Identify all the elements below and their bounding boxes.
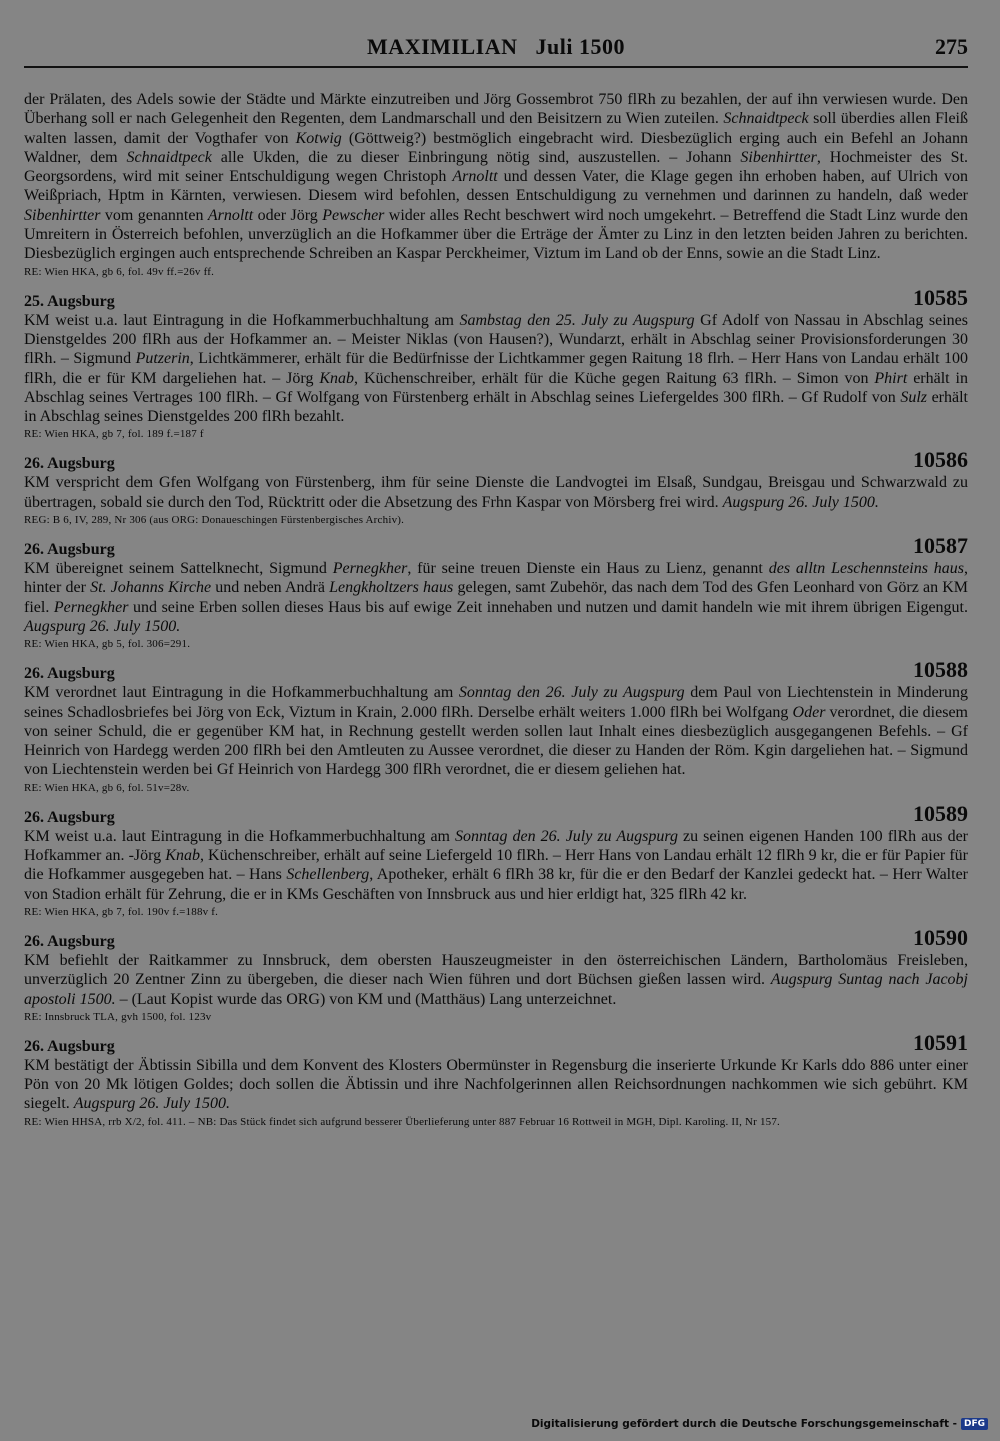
italic-segment: Schellenberg <box>286 866 370 884</box>
entry-text: KM verordnet laut Eintragung in die Hofkammerbuchhaltung am Sonntag den 26. July zu Augspurg dem Paul von Liechtenstein in Minderung seines Schadlosbriefes bei Jörg von Eck, Viztum in Krain, 2.000 flRh. Derselbe erhält weiters 1.000 flRh bei Wolfgang Oder verordnet, die diesem von seiner Schuld, die er gegenüber KM hat, in Rechnung gestellt werden sollen laut Inhalt eines diesbezüglich ausgegangenen Befehls. – Gf Heinrich von Hardegg werden 200 flRh bei den Amtleuten zu Aussee verordnet, die dieser zu Handen der Röm. Kgin dargeliehen hat. – Sigmund von Liechtenstein werden bei Gf Heinrich von Hardegg 300 flRh verordnet, die er diesem geliehen hat. <box>24 684 969 779</box>
italic-segment: Sulz <box>900 388 928 406</box>
italic-segment: Schnaidtpeck <box>126 148 212 166</box>
italic-segment: Kotwig <box>295 129 342 147</box>
entry-reference: RE: Wien HKA, gb 7, fol. 189 f.=187 f <box>24 428 204 441</box>
entry-number: 10588 <box>913 657 968 683</box>
italic-segment: Phirt <box>874 369 908 387</box>
running-header <box>24 30 968 68</box>
regest-entry <box>24 924 969 1024</box>
italic-segment: Pernegkher <box>332 560 408 578</box>
italic-segment: Putzerin <box>135 350 190 368</box>
regest-entry <box>24 800 968 919</box>
header-rule <box>24 66 968 68</box>
italic-segment: Augspurg Suntag nach Jacobj apostoli 1500. <box>24 971 969 1008</box>
entry-reference: RE: Wien HKA, gb 7, fol. 190v f.=188v f. <box>24 905 219 918</box>
entry-reference: RE: Wien HKA, gb 6, fol. 51v=28v. <box>24 781 190 794</box>
regest-entry <box>24 1029 968 1129</box>
entry-number: 10585 <box>913 284 968 310</box>
entry-reference: REG: B 6, IV, 289, Nr 306 (aus ORG: Donaueschingen Fürstenbergisches Archiv). <box>24 514 405 527</box>
italic-segment: Sambstag den 25. July zu Augspurg <box>459 311 695 329</box>
entry-text: KM weist u.a. laut Eintragung in die Hofkammerbuchhaltung am Sonntag den 26. July zu Augspurg zu seinen eigenen Handen 100 flRh aus der Hofkammer an. -Jörg Knab, Küchenschreiber, erhält auf seine Liefergeld 10 flRh. – Herr Hans von Landau erhält 12 flRh 9 kr, die er für Papier für die Hofkammer ausgegeben hat. – Hans Schellenberg, Apotheker, erhält 6 flRh 38 kr, für die er den Bedarf der Kanzlei gedeckt hat. – Herr Walter von Stadion erhält für Zehrung, die er in KMs Geschäften von Innsbruck aus und hier erldigt hat, 325 flRh 42 kr. <box>24 827 968 903</box>
entry-date-place: 25. Augsburg <box>24 292 115 310</box>
page <box>24 30 968 1129</box>
running-title: MAXIMILIAN Juli 1500 <box>367 34 625 59</box>
funding-footer <box>531 1418 988 1430</box>
entry-text: KM bestätigt der Äbtissin Sibilla und dem Konvent des Klosters Obermünster in Regensburg die inserierte Urkunde Kr Karls ddo 886 unter einer Pön von 20 Mk lötigen Goldes; doch sollen die Äbtissin und ihre Nachfolgerinnen allen Reichsordnungen nachkommen wie sich gebührt. KM siegelt. Augspurg 26. July 1500. <box>24 1056 968 1113</box>
italic-segment: Arnoltt <box>452 168 498 186</box>
entry-text: KM verspricht dem Gfen Wolfgang von Fürstenberg, ihm für seine Dienste die Landvogtei im Elsaß, Sundgau, Breisgau und Schwarzwald zu übertragen, sobald sie durch den Tod, Rücktritt oder die Absetzung des Frhn Kaspar von Mörsberg frei wird. Augspurg 26. July 1500. <box>24 474 968 511</box>
continued-entry <box>24 90 968 279</box>
entry-header <box>24 800 968 827</box>
italic-segment: Sonntag den 26. July zu Augspurg <box>458 684 685 702</box>
italic-segment: Knab <box>165 847 200 865</box>
regest-entry <box>24 657 969 794</box>
italic-segment: des alltn Leschennsteins haus <box>768 560 965 578</box>
italic-segment: Augspurg 26. July 1500. <box>73 1095 231 1113</box>
entry-reference: RE: Wien HHSA, rrb X/2, fol. 411. – NB: Das Stück findet sich aufgrund besserer Überlieferung unter 887 Februar 16 Rottweil in MGH, Dipl. Karoling. II, Nr 157. <box>24 1115 781 1128</box>
page-number: 275 <box>935 34 968 59</box>
entry-reference: RE: Innsbruck TLA, gvh 1500, fol. 123v <box>24 1010 212 1023</box>
dfg-logo: DFG <box>961 1418 988 1430</box>
entry-header <box>24 1029 968 1056</box>
entry-date-place: 26. Augsburg <box>24 808 115 826</box>
regest-entry <box>24 284 969 442</box>
italic-segment: Knab <box>319 369 355 387</box>
entry-text: der Prälaten, des Adels sowie der Städte und Märkte einzutreiben und Jörg Gossembrot 750 flRh zu bezahlen, der auf ihn verwiesen wurde. Den Überhang soll er nach Gelegenheit den Regenten, dem Landmarschall und den Beisitzern zu Wien zuteilen. Schnaidtpeck soll überdies allen Fleiß walten lassen, damit der Vogthafer von Kotwig (Göttweig?) bestmöglich eingebracht wird. Diesbezüglich erging auch ein Befehl an Johann Waldner, dem Schnaidtpeck alle Ukden, die zu dieser Einbringung nötig sind, auszustellen. – Johann Sibenhirtter, Hochmeister des St. Georgsordens, wird mit seiner Entschuldigung wegen Christoph Arnoltt und dessen Vater, die Klage gegen ihn erhoben haben, auf Ulrich von Weißpriach, Hptm in Kärnten, verwiesen. Diesem wird befohlen, dessen Entschuldigung zu vernehmen und darinnen zu handeln, daß weder Sibenhirtter vom genannten Arnoltt oder Jörg Pewscher wider alles Recht beschwert wird noch umgekehrt. – Betreffend die Stadt Linz wurde den Umreitern in Österreich befohlen, unverzüglich an die Hofkammer über die Erträge der Ämter zu Linz in den letzten beiden Jahren zu berichten. Diesbezüglich ergingen auch entsprechende Schreiben an Kaspar Perckheimer, Viztum im Land ob der Enns, sowie an die Stadt Linz. <box>24 91 969 263</box>
italic-segment: Sibenhirtter <box>740 148 817 166</box>
entry-date-place: 26. Augsburg <box>24 932 115 950</box>
entry-date-place: 26. Augsburg <box>24 541 115 559</box>
entry-number: 10586 <box>913 447 968 473</box>
entry-header <box>24 447 968 473</box>
entry-reference: RE: Wien HKA, gb 5, fol. 306=291. <box>24 638 191 651</box>
funding-text: Digitalisierung gefördert durch die Deutsche Forschungsgemeinschaft - <box>531 1418 957 1430</box>
italic-segment: Arnoltt <box>207 206 254 224</box>
italic-segment: Oder <box>792 703 826 721</box>
italic-segment: Lengkholtzers haus <box>329 579 454 597</box>
entry-date-place: 26. Augsburg <box>24 1037 115 1055</box>
italic-segment: Pewscher <box>322 206 385 224</box>
entries-list <box>24 284 969 1129</box>
entry-date-place: 26. Augsburg <box>24 455 115 473</box>
entry-text: KM weist u.a. laut Eintragung in die Hofkammerbuchhaltung am Sambstag den 25. July zu Augspurg Gf Adolf von Nassau in Abschlag seines Dienstgeldes 200 flRh aus der Hofkammer an. – Meister Niklas (von Hausen?), Wundarzt, erhält in Abschlag seiner Provisionsforderungen 30 flRh. – Sigmund Putzerin, Lichtkämmerer, erhält für die Bedürfnisse der Lichtkammer gegen Raitung 18 flrh. – Herr Hans von Landau erhält 100 flRh, die er für KM dargeliehen hat. – Jörg Knab, Küchenschreiber, erhält für die Küche gegen Raitung 63 flRh. – Simon von Phirt erhält in Abschlag seines Vertrages 100 flRh. – Gf Wolfgang von Fürstenberg erhält in Abschlag seines Liefergeldes 300 flRh. – Gf Rudolf von Sulz erhält in Abschlag seines Dienstgeldes 200 flRh bezahlt. <box>24 311 969 426</box>
italic-segment: Augspurg 26. July 1500. <box>24 617 181 635</box>
italic-segment: Sibenhirtter <box>24 206 101 224</box>
entry-header <box>24 533 968 559</box>
entry-text: KM übereignet seinem Sattelknecht, Sigmund Pernegkher, für seine treuen Dienste ein Haus zu Lienz, genannt des alltn Leschennsteins haus, hinter der St. Johanns Kirche und neben Andrä Lengkholtzers haus gelegen, samt Zubehör, das nach dem Tod des Gfen Leonhard von Görz an KM fiel. Pernegkher und seine Erben sollen dieses Haus bis auf ewige Zeit innehaben und nutzen und damit handeln wie mit ihrem übrigen Eigengut. Augspurg 26. July 1500. <box>24 560 969 635</box>
entry-number: 10587 <box>913 533 968 559</box>
entry-number: 10591 <box>913 1029 968 1055</box>
entry-date-place: 26. Augsburg <box>24 665 115 683</box>
italic-segment: Sonntag den 26. July zu Augspurg <box>455 827 678 845</box>
entry-header <box>24 284 968 311</box>
entry-header <box>24 924 968 951</box>
entry-header <box>24 657 968 683</box>
italic-segment: Pernegkher <box>53 598 129 616</box>
entry-text: KM befiehlt der Raitkammer zu Innsbruck, dem obersten Hauszeugmeister in den österreichischen Ländern, Bartholomäus Freisleben, unverzüglich 20 Zentner Zinn zu übergeben, die dieser nach Wien führen und dort Büchsen gießen lassen wird. Augspurg Suntag nach Jacobj apostoli 1500. – (Laut Kopist wurde das ORG) von KM und (Matthäus) Lang unterzeichnet. <box>24 951 969 1008</box>
italic-segment: St. Johanns Kirche <box>90 579 212 597</box>
regest-entry <box>24 533 969 651</box>
italic-segment: Augspurg 26. July 1500. <box>722 493 879 511</box>
entry-reference: RE: Wien HKA, gb 6, fol. 49v ff.=26v ff. <box>24 265 215 278</box>
italic-segment: Schnaidtpeck <box>723 110 809 128</box>
regest-entry <box>24 447 968 527</box>
entry-number: 10589 <box>913 800 968 826</box>
entry-number: 10590 <box>913 924 968 950</box>
